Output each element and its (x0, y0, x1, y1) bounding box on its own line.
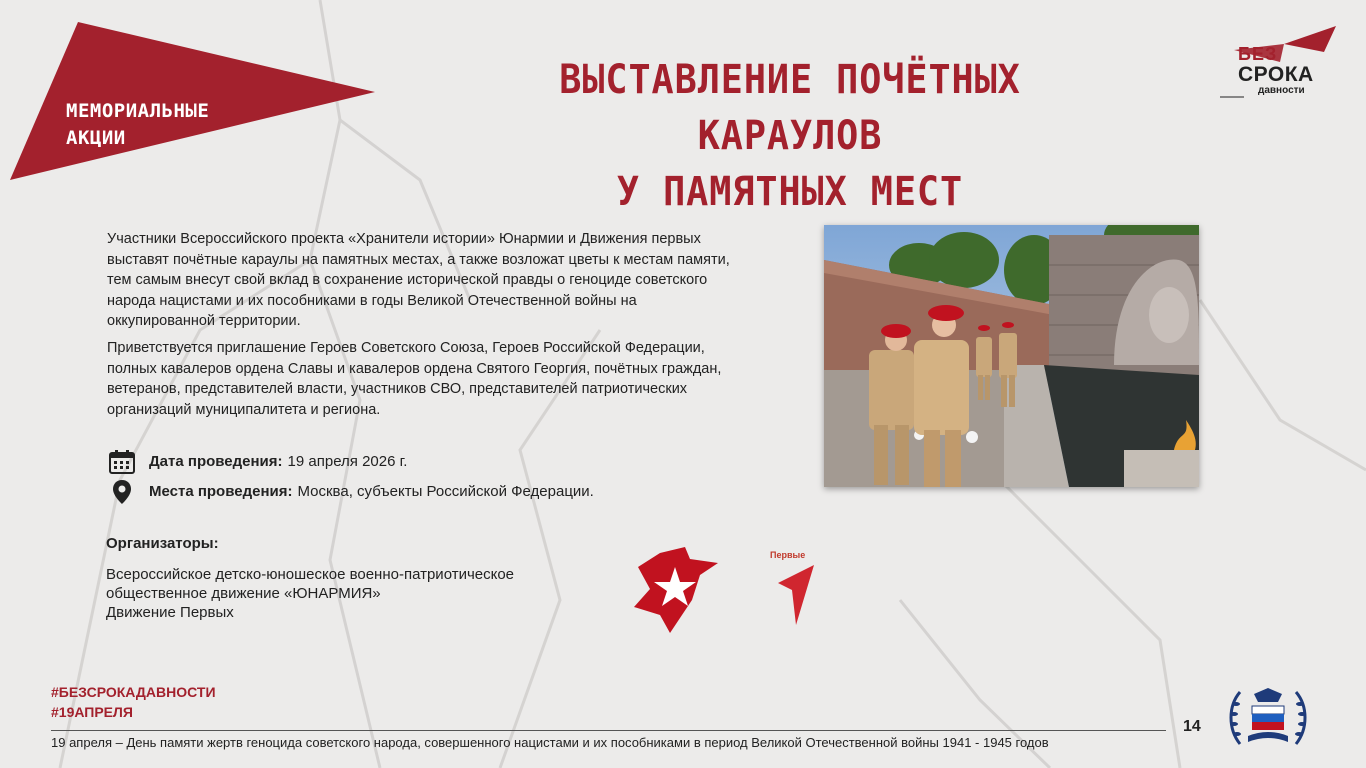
ministry-emblem (1226, 684, 1310, 754)
logo-sroka: СРОКА (1238, 63, 1314, 86)
title-line2: У ПАМЯТНЫХ МЕСТ (616, 169, 964, 215)
pervye-label: Первые (770, 550, 806, 560)
place-label: Места проведения: (149, 483, 293, 500)
organizer-line-2: общественное движение «ЮНАРМИЯ» (106, 585, 381, 602)
hashtags (51, 682, 216, 722)
title-line1: ВЫСТАВЛЕНИЕ ПОЧЁТНЫХ КАРАУЛОВ (559, 57, 1021, 159)
organizers-list (106, 565, 606, 622)
memorial-guard-photo (824, 225, 1199, 487)
place-value: Москва, субъекты Российской Федерации. (297, 483, 594, 500)
organizer-line-1: Всероссийское детско-юношеское военно-патриотическое (106, 566, 515, 583)
footer-divider (51, 730, 1166, 731)
date-label: Дата проведения: (149, 453, 283, 470)
pennant-line1: МЕМОРИАЛЬНЫЕ (66, 100, 210, 122)
page-title (459, 52, 1121, 220)
yunarmia-logo (630, 545, 720, 635)
pennant-label (66, 98, 209, 152)
page-number: 14 (1183, 718, 1201, 735)
organizers-heading: Организаторы: (106, 535, 219, 552)
calendar-icon (108, 450, 136, 474)
event-date (108, 450, 407, 474)
hashtag-1: #БЕЗСРОКАДАВНОСТИ (51, 684, 216, 700)
date-value: 19 апреля 2026 г. (287, 453, 408, 470)
location-pin-icon (108, 480, 136, 504)
section-pennant (10, 22, 375, 180)
event-place (108, 480, 594, 504)
footer-caption: 19 апреля – День памяти жертв геноцида советского народа, совершенного нацистами и их пособниками в период Великой Отечественной войны 1941 - 1945 годов (51, 735, 1049, 750)
bez-sroka-logo (1214, 22, 1344, 102)
pervye-logo (770, 545, 820, 630)
description-paragraph-2: Приветствуется приглашение Героев Советского Союза, Героев Российской Федерации, полных кавалеров ордена Славы и кавалеров ордена Святого Георгия, почётных граждан, ветеранов, представителей власти, участников СВО, представителей патриотических организаций муниципалитета и региона. (107, 340, 722, 418)
logo-davnosti: давности (1258, 85, 1305, 96)
hashtag-2: #19АПРЕЛЯ (51, 704, 133, 720)
description-paragraph-1: Участники Всероссийского проекта «Хранители истории» Юнармии и Движения первых выставят почётные караулы на памятных местах, а также возложат цветы к местам памяти, тем самым внесут свой вклад в сохранение исторической правды о геноциде советского народа нацистами и их пособниками в годы Великой Отечественной войны на оккупированной территории. (107, 231, 730, 329)
logo-bez: БЕЗ (1238, 44, 1278, 64)
organizer-line-3: Движение Первых (106, 604, 234, 621)
pennant-line2: АКЦИИ (66, 127, 126, 149)
